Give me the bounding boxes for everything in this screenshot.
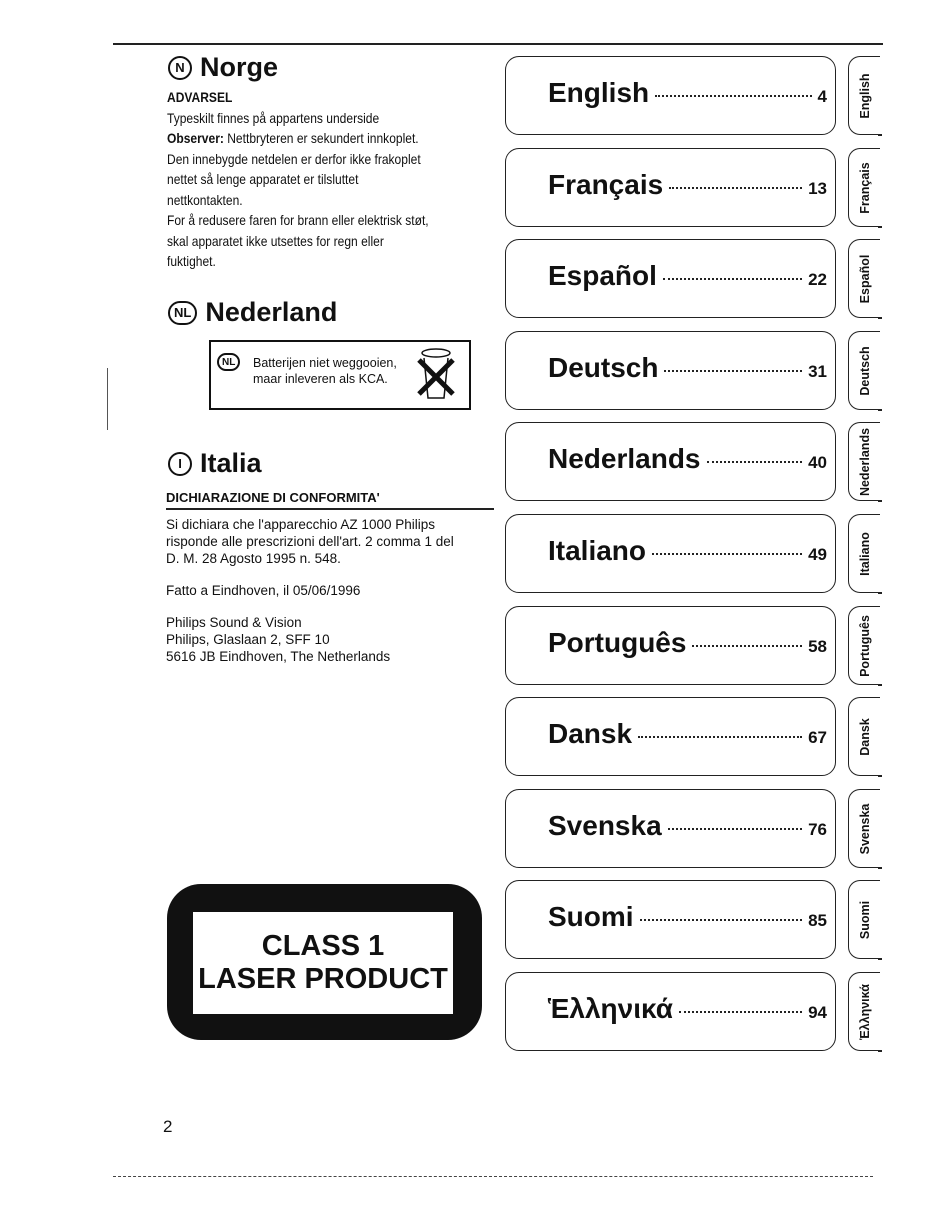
italia-heading: DICHIARAZIONE DI CONFORMITA' <box>166 490 380 505</box>
tab-divider <box>878 317 882 319</box>
laser-label <box>167 884 482 1040</box>
italia-declaration <box>166 516 506 665</box>
top-rule <box>113 43 883 45</box>
index-language: Español <box>548 260 657 291</box>
norge-line: Typeskilt finnes på appartens underside <box>167 109 380 126</box>
index-entry-row <box>548 352 827 384</box>
index-entry-4[interactable] <box>505 422 836 501</box>
tab-divider <box>878 134 882 136</box>
italia-line: Philips Sound & Vision <box>166 615 302 630</box>
battery-notice-box <box>209 340 471 410</box>
nederland-header <box>168 297 337 328</box>
index-language: Ἑλληνικά <box>548 993 673 1024</box>
laser-label-line: LASER PRODUCT <box>198 963 448 995</box>
country-code-badge: N <box>168 56 192 80</box>
battery-notice-line: maar inleveren als KCA. <box>253 372 388 386</box>
italia-header <box>168 448 262 479</box>
thumb-tab-label: Ἑλληνικά <box>857 983 872 1040</box>
tab-divider <box>878 958 882 960</box>
norge-observer <box>167 128 511 149</box>
index-entry-2[interactable] <box>505 239 836 318</box>
index-entry-row <box>548 535 827 567</box>
bottom-rule <box>113 1176 873 1177</box>
thumb-tab-label: Español <box>857 254 872 303</box>
index-page: 76 <box>808 820 827 839</box>
norge-header <box>168 52 278 83</box>
country-name: Nederland <box>205 297 338 327</box>
leader-dots <box>638 736 802 738</box>
index-entry-row <box>548 993 827 1025</box>
index-page: 58 <box>808 637 827 656</box>
thumb-tab-1[interactable] <box>848 148 880 227</box>
country-code-badge: I <box>168 452 192 476</box>
leader-dots <box>692 645 802 647</box>
leader-dots <box>655 95 811 97</box>
thumb-tab-label: Nederlands <box>857 427 872 496</box>
thumb-tab-2[interactable] <box>848 239 880 318</box>
observer-text: Nettbryteren er sekundert innkoplet. <box>223 130 419 146</box>
index-page: 22 <box>808 270 827 289</box>
tab-divider <box>878 500 882 502</box>
tab-divider <box>878 867 882 869</box>
crossed-bin-icon <box>415 346 457 404</box>
tab-divider <box>878 1050 882 1052</box>
battery-notice-text <box>253 355 397 387</box>
italia-heading-rule <box>166 508 494 510</box>
index-entry-row <box>548 77 827 109</box>
leader-dots <box>669 187 802 189</box>
thumb-tab-7[interactable] <box>848 697 880 776</box>
battery-notice-line: Batterijen niet weggooien, <box>253 356 397 370</box>
country-code-badge: NL <box>168 301 197 325</box>
index-entry-row <box>548 627 827 659</box>
index-entry-3[interactable] <box>505 331 836 410</box>
laser-label-panel <box>193 912 453 1014</box>
index-page: 49 <box>808 545 827 564</box>
index-page: 31 <box>808 362 827 381</box>
norge-line: fuktighet. <box>167 253 216 269</box>
italia-line: Si dichiara che l'apparecchio AZ 1000 Philips <box>166 517 435 532</box>
index-language: Svenska <box>548 810 662 841</box>
norge-line: For å redusere faren for brann eller elektrisk støt, <box>167 212 429 228</box>
index-language: Français <box>548 169 664 200</box>
index-page: 85 <box>808 911 827 930</box>
leader-dots <box>707 461 803 463</box>
norge-line: nettet så lenge apparatet er tilsluttet <box>167 171 359 187</box>
index-entry-row <box>548 718 827 750</box>
index-entry-row <box>548 443 827 475</box>
index-language: Deutsch <box>548 352 659 383</box>
index-entry-10[interactable] <box>505 972 836 1051</box>
index-language: English <box>548 77 650 108</box>
index-entry-1[interactable] <box>505 148 836 227</box>
leader-dots <box>679 1011 802 1013</box>
italia-line: risponde alle prescrizioni dell'art. 2 comma 1 del <box>166 534 454 549</box>
thumb-tab-label: Svenska <box>857 803 872 854</box>
thumb-tab-label: Français <box>857 161 872 214</box>
index-language: Português <box>548 627 687 658</box>
index-language: Italiano <box>548 535 647 566</box>
leader-dots <box>664 370 802 372</box>
tab-divider <box>878 226 882 228</box>
index-entry-0[interactable] <box>505 56 836 135</box>
index-entry-row <box>548 169 827 201</box>
index-entry-row <box>548 901 827 933</box>
index-page: 40 <box>808 453 827 472</box>
tab-divider <box>878 684 882 686</box>
index-entry-row <box>548 260 827 292</box>
index-page: 94 <box>808 1003 827 1022</box>
index-page: 13 <box>808 179 827 198</box>
tab-divider <box>878 775 882 777</box>
index-language: Dansk <box>548 718 633 749</box>
italia-line: Philips, Glaslaan 2, SFF 10 <box>166 632 330 647</box>
index-page: 4 <box>817 87 827 106</box>
norge-heading: ADVARSEL <box>167 89 233 105</box>
thumb-tab-label: Suomi <box>857 900 872 939</box>
index-entry-7[interactable] <box>505 697 836 776</box>
leader-dots <box>663 278 802 280</box>
leader-dots <box>640 919 803 921</box>
page-number: 2 <box>163 1117 173 1136</box>
thumb-tab-label: Português <box>857 614 872 677</box>
thumb-tab-label: Italiano <box>857 531 872 576</box>
index-entry-row <box>548 810 827 842</box>
index-entry-6[interactable] <box>505 606 836 685</box>
norge-line: Den innebygde netdelen er derfor ikke frakoplet <box>167 150 421 167</box>
observer-label: Observer: <box>167 130 224 146</box>
country-name: Norge <box>200 52 279 82</box>
italia-line: Fatto a Eindhoven, il 05/06/1996 <box>166 583 361 598</box>
index-entry-9[interactable] <box>505 880 836 959</box>
thumb-tab-10[interactable] <box>848 972 880 1051</box>
thumb-tab-label: English <box>857 72 872 119</box>
tab-divider <box>878 592 882 594</box>
norge-line: nettkontakten. <box>167 191 243 208</box>
index-page: 67 <box>808 728 827 747</box>
thumb-tab-4[interactable] <box>848 422 880 501</box>
thumb-tab-5[interactable] <box>848 514 880 593</box>
country-name: Italia <box>200 448 262 478</box>
norge-line: skal apparatet ikke utsettes for regn eller <box>167 232 384 249</box>
index-language: Nederlands <box>548 443 701 474</box>
thumb-tab-label: Deutsch <box>857 345 872 396</box>
laser-label-line: CLASS 1 <box>261 930 385 962</box>
thumb-tab-label: Dansk <box>857 717 872 756</box>
index-language: Suomi <box>548 901 634 932</box>
margin-mark <box>107 368 108 430</box>
tab-divider <box>878 409 882 411</box>
index-entry-5[interactable] <box>505 514 836 593</box>
thumb-tab-8[interactable] <box>848 789 880 868</box>
thumb-tab-0[interactable] <box>848 56 880 135</box>
index-entry-8[interactable] <box>505 789 836 868</box>
italia-line: 5616 JB Eindhoven, The Netherlands <box>166 649 391 664</box>
thumb-tab-9[interactable] <box>848 880 880 959</box>
thumb-tab-6[interactable] <box>848 606 880 685</box>
norge-text <box>167 87 511 272</box>
italia-line: D. M. 28 Agosto 1995 n. 548. <box>166 551 341 566</box>
leader-dots <box>652 553 802 555</box>
country-code-badge: NL <box>217 353 240 371</box>
thumb-tab-3[interactable] <box>848 331 880 410</box>
leader-dots <box>668 828 802 830</box>
